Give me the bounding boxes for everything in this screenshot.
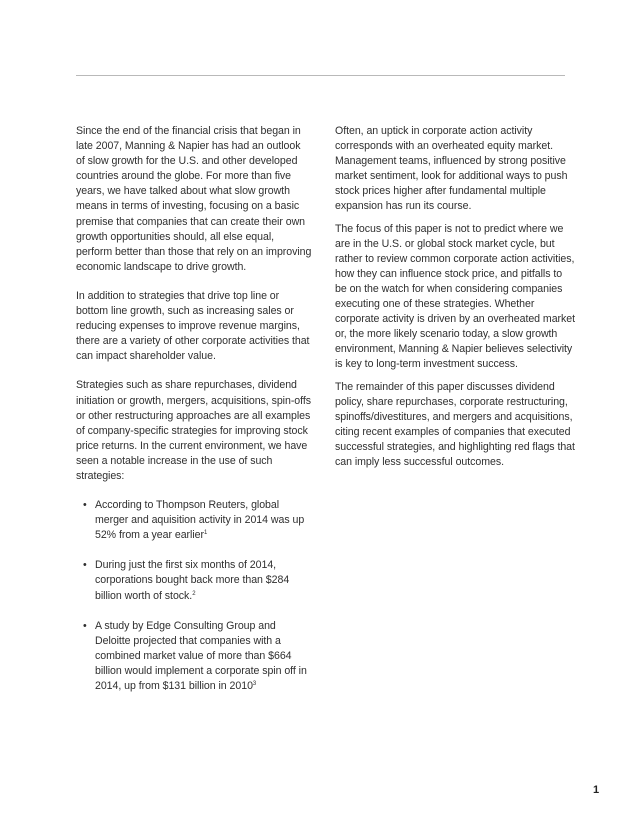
- bullet-icon: •: [83, 619, 87, 632]
- bullet-icon: •: [83, 559, 87, 572]
- strategies-paragraph: In addition to strategies that drive top line or bottom line growth, such as increasing sales or reducing expenses to improve revenue margins, there are a variety of other corporate activities that can impact shareholder value.: [76, 289, 310, 363]
- bullet-icon: •: [83, 499, 87, 512]
- bullet-text: During just the first six months of 2014, corporations bought back more than $284 billion worth of stock.: [95, 559, 290, 602]
- bullet-text: A study by Edge Consulting Group and Deloitte projected that companies with a combined market value of more than $664 billion would implement a corporate spin off in 2014, up from $131 billion in 2010: [95, 619, 307, 692]
- header-divider: [76, 75, 565, 76]
- intro-paragraph: Since the end of the financial crisis that began in late 2007, Manning & Napier has had an outlook of slow growth for the U.S. and other developed countries around the globe. For more than five years, we have talked about what slow growth means in terms of investing, focusing on a basic premise that companies that can create their own growth opportunities should, all else equal, perform better than those that rely on an improving economic landscape to drive growth.: [76, 125, 312, 273]
- paper-focus-paragraph: The focus of this paper is not to predict where we are in the U.S. or global stock market cycle, but rather to review common corporate action activities, how they can influence stock price, and pitfalls to be on the watch for when considering companies executing one of these strategies. Whether corporate activity is driven by an overheated market or, the more likely scenario today, a slow growth environment, Manning & Napier believes selectivity is key to long-term investment success.: [335, 222, 575, 371]
- footnote-marker: 3: [252, 681, 257, 687]
- footnote-marker: 2: [192, 590, 196, 597]
- paper-outline-paragraph: The remainder of this paper discusses dividend policy, share repurchases, corporate restructuring, spinoffs/divestitures, and mergers and acquisitions, citing recent examples of companies that executed successful strategies, and highlighting red flags that can imply less successful outcomes.: [335, 380, 575, 468]
- right-column: [335, 124, 575, 477]
- footnote-marker: 1: [203, 530, 208, 537]
- list-item: [76, 558, 312, 603]
- page-number: 1: [593, 784, 600, 796]
- bullet-text: According to Thompson Reuters, global merger and aquisition activity in 2014 was up 52% from a year earlier: [95, 499, 305, 542]
- left-column: [76, 124, 312, 709]
- statistics-bullet-list: [76, 498, 312, 694]
- company-strategies-paragraph: Strategies such as share repurchases, dividend initiation or growth, mergers, acquisitions, spin-offs or other restructuring approaches are all examples of company-specific strategies for improving stock price returns. In the current environment, we have seen a notable increase in the use of such strategies:: [76, 379, 311, 482]
- list-item: [76, 498, 312, 543]
- list-item: [76, 619, 312, 694]
- market-activity-paragraph: Often, an uptick in corporate action activity corresponds with an overheated equity market. Management teams, influenced by strong positive market sentiment, look for additional ways to push stock prices higher after fundamental multiple expansion has run its course.: [335, 125, 568, 213]
